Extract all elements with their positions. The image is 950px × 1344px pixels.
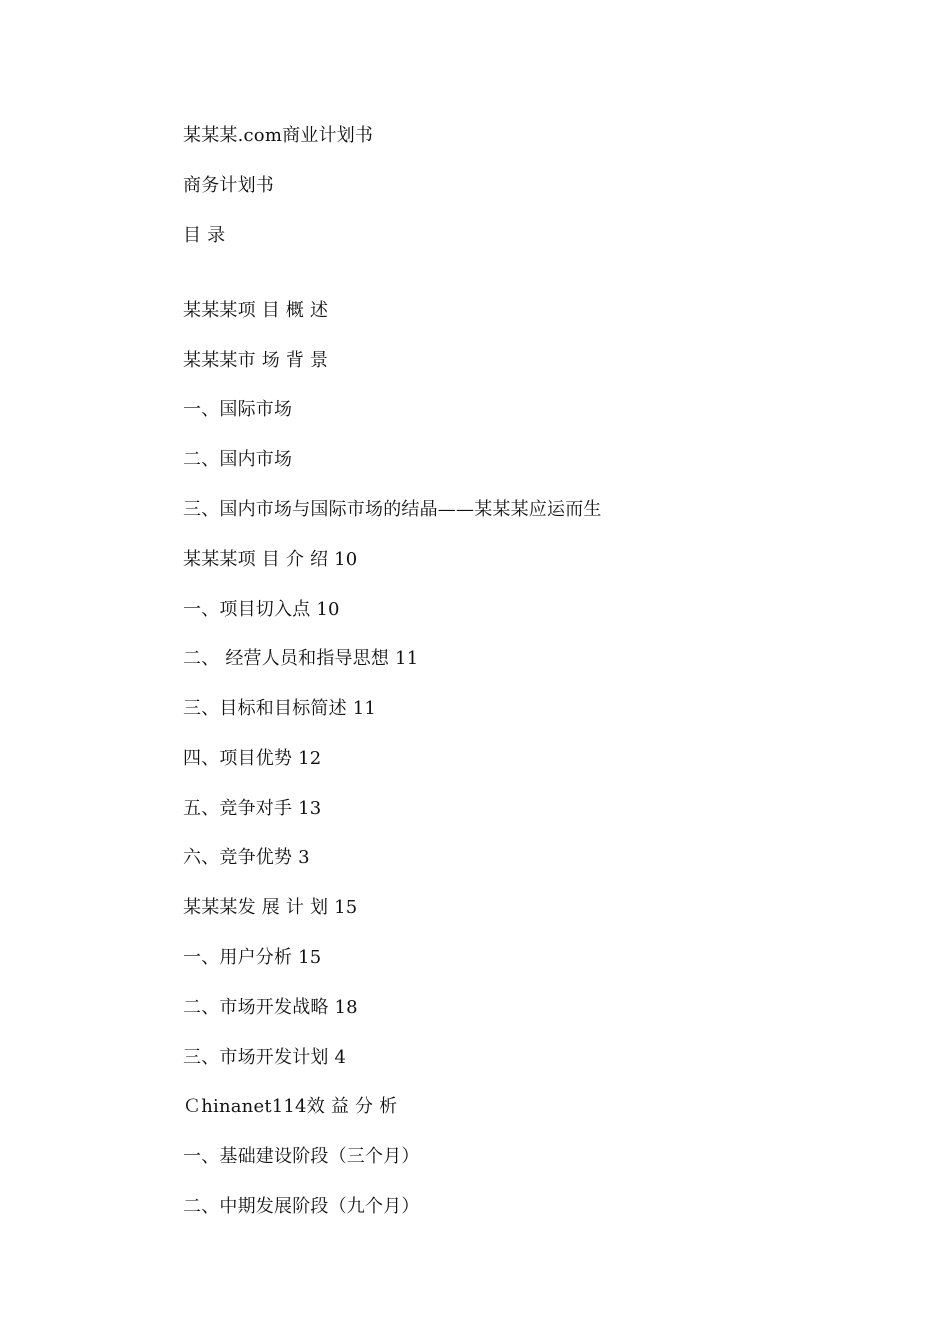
toc-entry: 三、目标和目标简述 11 — [183, 698, 377, 719]
toc-entry: 一、国际市场 — [183, 399, 293, 420]
toc-entry: 四、项目优势 12 — [183, 748, 322, 769]
document-title: 某某某.com商业计划书 — [183, 125, 374, 146]
toc-entry: 一、用户分析 15 — [183, 947, 322, 968]
toc-entry: 某某某项 目 概 述 — [183, 300, 329, 321]
toc-entry: 二、 经营人员和指导思想 11 — [183, 648, 419, 669]
toc-entry: 二、中期发展阶段（九个月） — [183, 1196, 420, 1217]
toc-entry: 二、市场开发战略 18 — [183, 997, 358, 1018]
toc-entry: 三、市场开发计划 4 — [183, 1047, 347, 1068]
toc-entry: 六、竞争优势 3 — [183, 847, 310, 868]
toc-entry: 二、国内市场 — [183, 449, 293, 470]
toc-entry: 一、项目切入点 10 — [183, 599, 340, 620]
toc-entry: 三、国内市场与国际市场的结晶——某某某应运而生 — [183, 499, 602, 520]
toc-heading: 目 录 — [183, 225, 226, 246]
toc-entry: 某某某市 场 背 景 — [183, 350, 329, 371]
document-subtitle: 商务计划书 — [183, 175, 274, 196]
toc-entry: 五、竞争对手 13 — [183, 798, 322, 819]
toc-entry: 某某某项 目 介 绍 10 — [183, 549, 358, 570]
toc-entry: Ｃhinanet114效 益 分 析 — [183, 1096, 398, 1117]
toc-entry: 某某某发 展 计 划 15 — [183, 897, 358, 918]
toc-entry: 一、基础建设阶段（三个月） — [183, 1146, 420, 1167]
